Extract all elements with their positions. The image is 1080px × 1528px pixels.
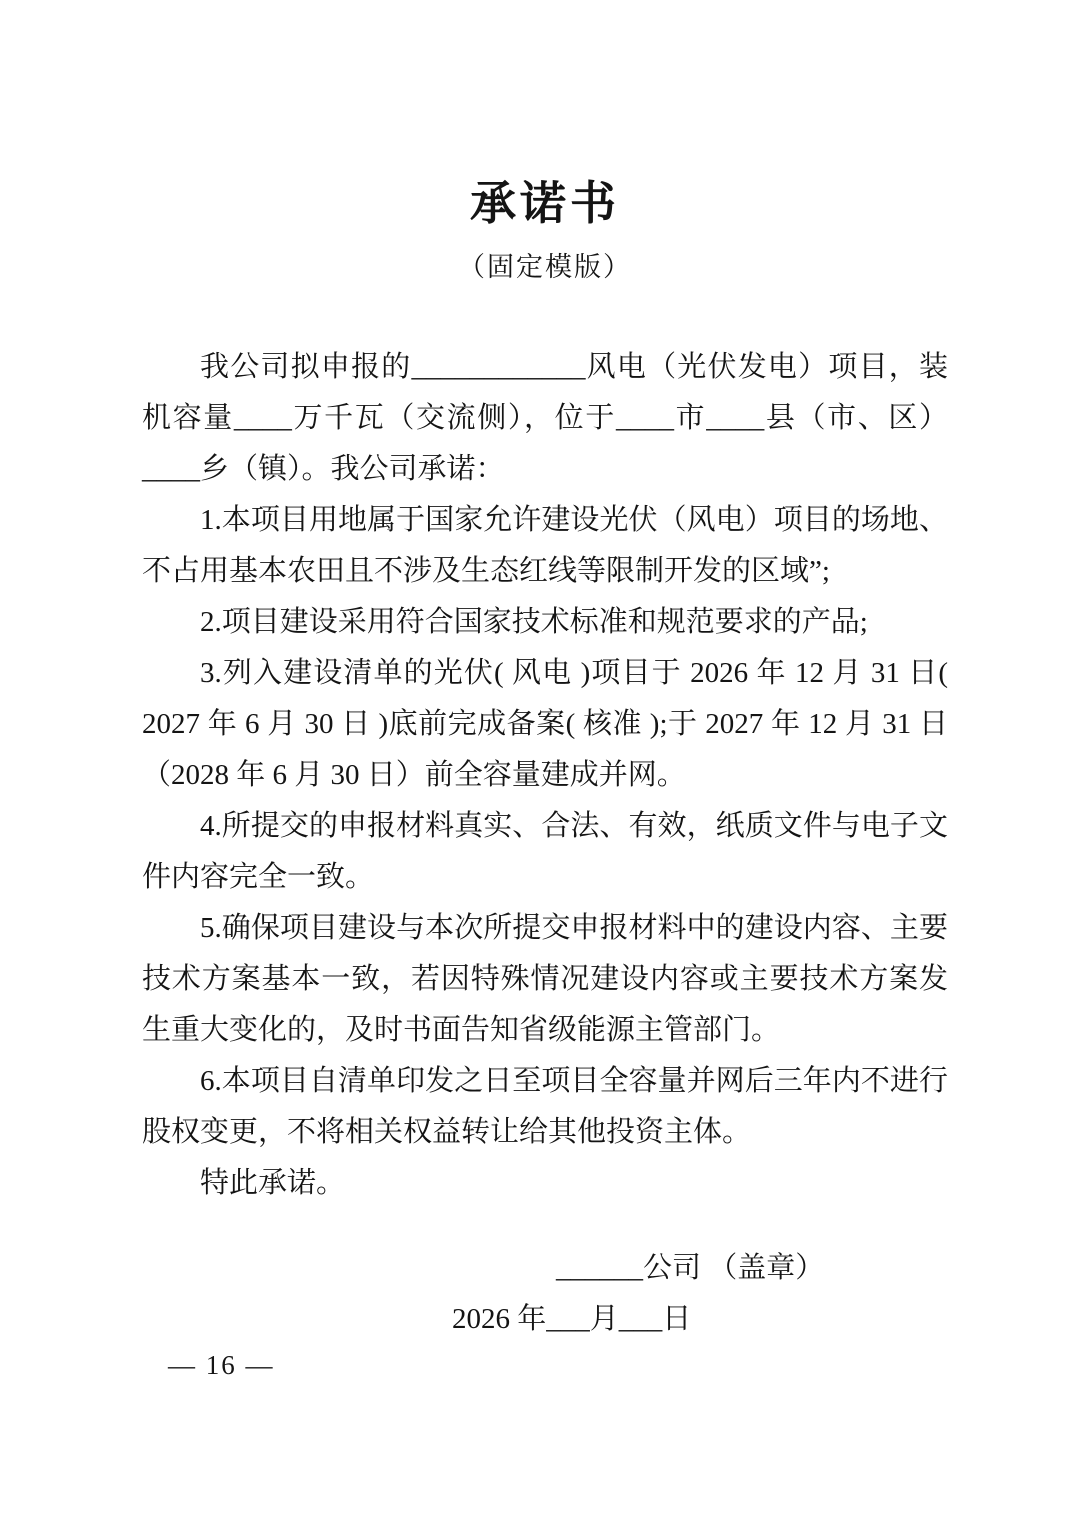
document-content: [142, 176, 948, 1345]
signature-block: [142, 1243, 948, 1345]
commitment-item-4: 4.所提交的申报材料真实、合法、有效，纸质文件与电子文件内容完全一致。: [142, 810, 948, 894]
commitment-item-3: 3.列入建设清单的光伏( 风电 )项目于 2026 年 12 月 31 日( 2027 年 6 月 30 日 )底前完成备案( 核准 );于 2027 年 12 月 31 日（2028 年 6 月 30 日）前全容量建成并网。: [142, 657, 948, 792]
page-subtitle: （固定模版）: [458, 252, 632, 283]
intro-paragraph: 我公司拟申报的____________风电（光伏发电）项目，装机容量____万千瓦（交流侧），位于____市____县（市、区）____乡（镇）。我公司承诺：: [142, 351, 948, 486]
page-title: 承诺书: [470, 178, 620, 229]
commitment-item-5: 5.确保项目建设与本次所提交申报材料中的建设内容、主要技术方案基本一致，若因特殊情况建设内容或主要技术方案发生重大变化的，及时书面告知省级能源主管部门。: [142, 912, 948, 1047]
commitment-item-6: 6.本项目自清单印发之日至项目全容量并网后三年内不进行股权变更，不将相关权益转让给其他投资主体。: [142, 1065, 948, 1149]
page-number: — 16 —: [168, 1350, 275, 1380]
signature-company-line: ______公司 （盖章）: [556, 1252, 825, 1285]
closing-statement: 特此承诺。: [200, 1167, 346, 1200]
commitment-item-2: 2.项目建设采用符合国家技术标准和规范要求的产品;: [200, 606, 868, 639]
signature-date-line: 2026 年___月___日: [452, 1303, 692, 1336]
commitment-item-1: 1.本项目用地属于国家允许建设光伏（风电）项目的场地、不占用基本农田且不涉及生态红线等限制开发的区域”;: [142, 504, 948, 588]
